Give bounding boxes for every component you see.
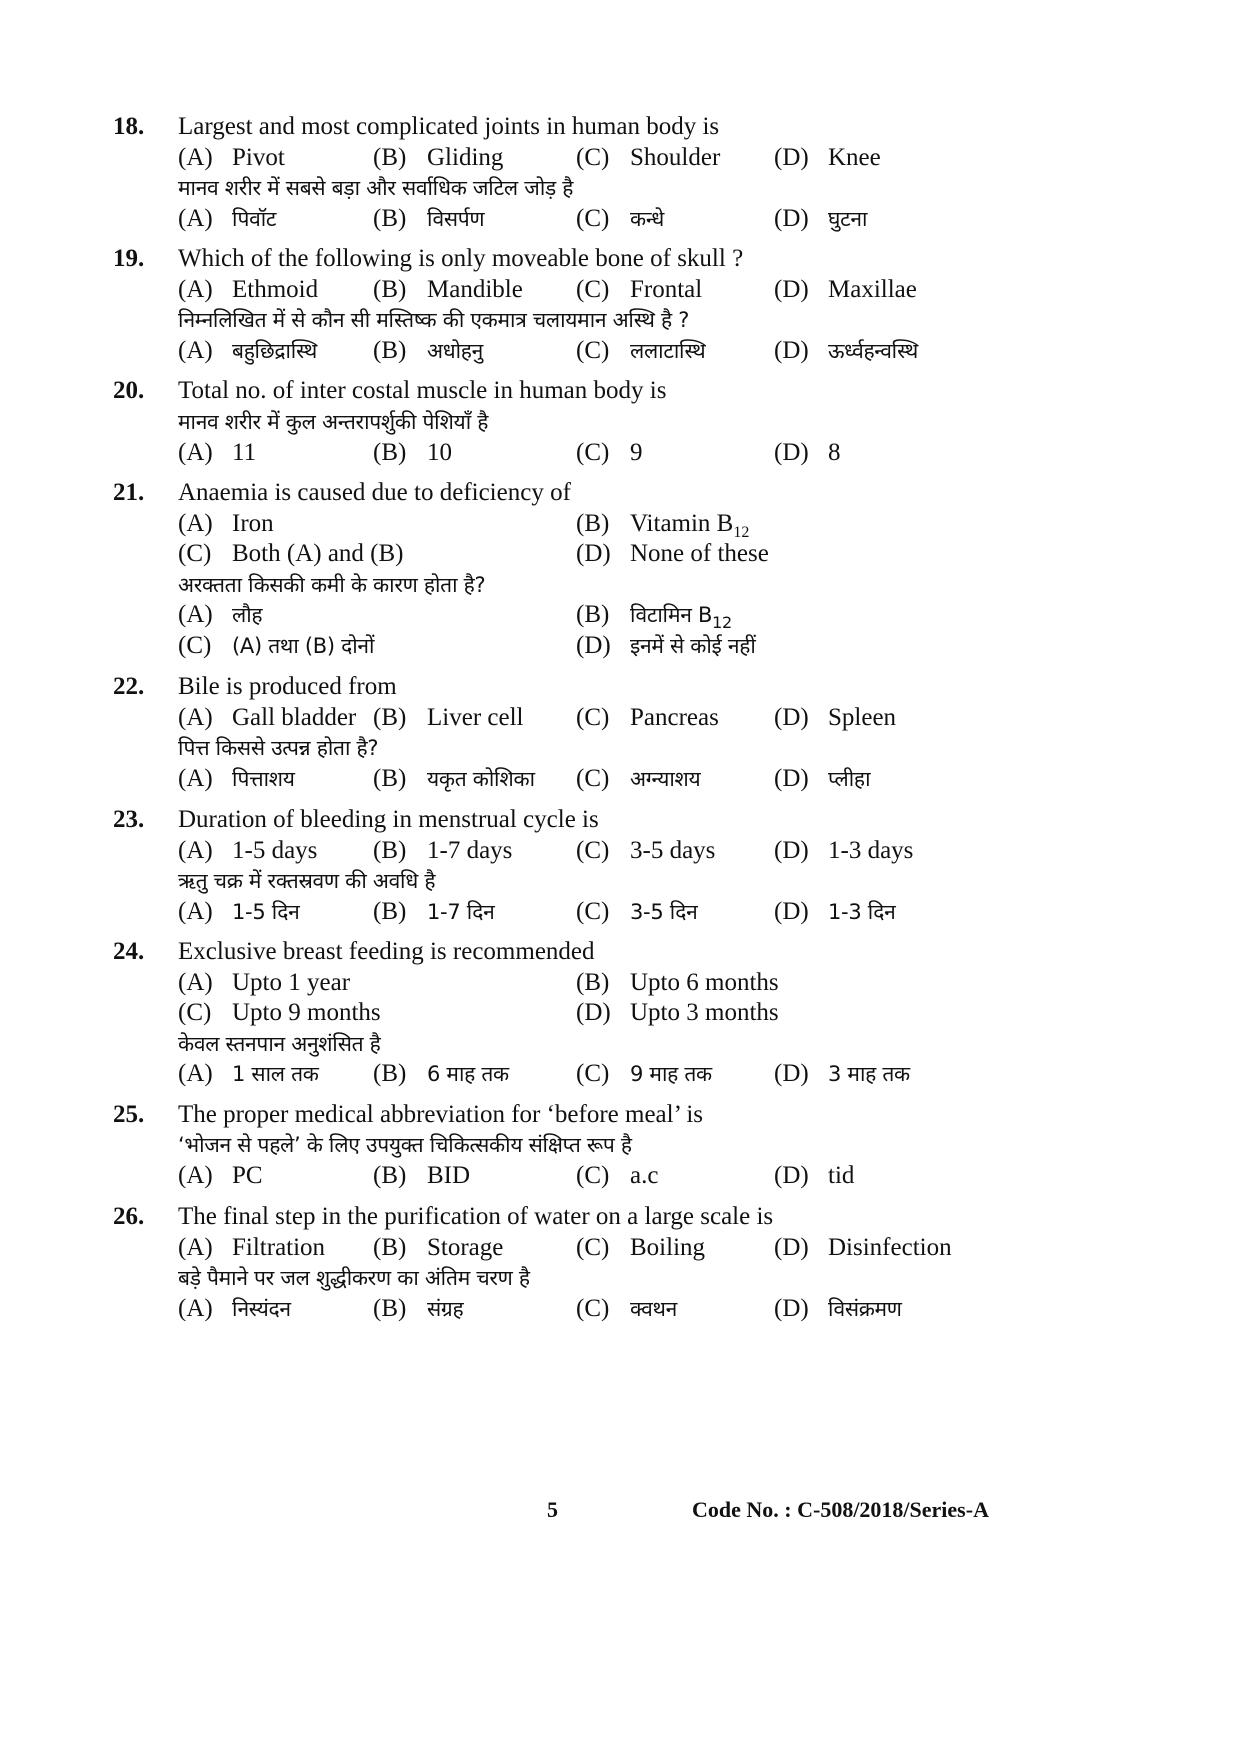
question-text-hi: निम्नलिखित में से कौन सी मस्तिष्क की एकमात्र चलायमान अस्थि है ? [178,308,690,332]
subscript: 12 [712,613,732,632]
question-number: 26. [113,1203,145,1230]
question-text-hi: मानव शरीर में कुल अन्तरापर्शुकी पेशियाँ है [178,410,489,434]
question-number: 25. [113,1101,145,1128]
question-text-en: Exclusive breast feeding is recommended [178,938,595,965]
question-number: 18. [113,113,145,140]
question-text-en: The final step in the purification of water on a large scale is [178,1203,774,1230]
question-text-hi: केवल स्तनपान अनुशंसित है [178,1032,381,1056]
code-number: Code No. : C-508/2018/Series-A [692,1497,989,1522]
question-text-hi: पित्त किससे उत्पन्न होता है? [178,736,379,760]
question-text-en: Largest and most complicated joints in human body is [178,113,720,140]
question-number: 22. [113,673,145,700]
question-number: 24. [113,938,145,965]
question-text-en: Bile is produced from [178,673,397,700]
question-text-en: The proper medical abbreviation for ‘before meal’ is [178,1101,703,1128]
question-number: 23. [113,806,145,833]
question-text-hi: बड़े पैमाने पर जल शुद्धीकरण का अंतिम चरण है [178,1266,530,1290]
question-text-hi: ऋतु चक्र में रक्तस्रवण की अवधि है [178,869,436,893]
question-text-en: Anaemia is caused due to deficiency of [178,479,571,506]
question-number: 19. [113,245,145,272]
question-text-en: Duration of bleeding in menstrual cycle is [178,806,599,833]
exam-page: 18. Largest and most complicated joints in human body is (A) Pivot (B) Gliding (C) Shoulder (D) Knee मानव शरीर में सबसे बड़ा और सर्वाधिक जटिल जोड़ है (A) पिवॉट (B) विसर्पण (C) कन्धे (D) घुटना 19. Which of the following is only moveable bone of skull ? (A) Ethmoid (B) Mandible (C) Frontal (D) Maxillae निम्नलिखित में से कौन सी मस्तिष्क की एकमात्र चलायमान अस्थि है ? (A) बहुछिद्रास्थि (B) अधोहनु (C) ललाटास्थि (D) ऊर्ध्वहन्वस्थि 20. Total no. of inter costal muscle in human body is मानव शरीर में कुल अन्तरापर्शुकी पेशियाँ है (A) 11 (B) 10 (C) 9 (D) 8 21. Anaemia is caused due to deficiency of (A) Iron (B) Vitamin $B_{12}$ (C) Both (A) and (B) (D) None of these अरक्तता किसकी कमी के कारण होता है? (A) लौह (B) विटामिन $B_{12}$ (C) (A) तथा (B) दोनों (D) इनमें से कोई नहीं 22. Bile is produced from (A) Gall bladder (B) Liver cell (C) Pancreas (D) Spleen पित्त किससे उत्पन्न होता है? (A) पित्ताशय (B) यकृत कोशिका (C) अग्न्याशय (D) प्लीहा 23. Duration of bleeding in menstrual cycle is (A) 1-5 days (B) 1-7 days (C) 3-5 days (D) 1-3 days ऋतु चक्र में रक्तस्रवण की अवधि है (A) 1-5 दिन (B) 1-7 दिन (C) 3-5 दिन (D) 1-3 दिन 24. Exclusive breast feeding is recommended (A) Upto 1 year (B) Upto 6 months (C) Upto 9 months (D) Upto 3 months केवल स्तनपान अनुशंसित है (A) 1 साल तक (B) 6 माह तक (C) 9 माह तक (D) 3 माह तक 25. The proper medical abbreviation for ‘before meal’ is ‘भोजन से पहले’ के लिए उपयुक्त चिकित्सकीय संक्षिप्त रूप है (A) PC (B) BID (C) a.c (D) tid 26. The final step in the purification of water on a large scale is (A) Filtration (B) Storage (C) Boiling (D) Disinfection बड़े पैमाने पर जल शुद्धीकरण का अंतिम चरण है (A) निस्यंदन (B) संग्रह (C) क्वथन (D) विसंक्रमण 5 Code No. : C-508/2018/Series-A [113,113,989,1522]
question-text-en: Total no. of inter costal muscle in human body is [178,377,667,404]
question-text-hi: अरक्तता किसकी कमी के कारण होता है? [178,573,486,597]
subscript: 12 [733,524,750,541]
page-number: 5 [547,1497,558,1522]
question-number: 21. [113,479,145,506]
question-number: 20. [113,377,145,404]
question-text-en: Which of the following is only moveable bone of skull ? [178,245,744,272]
question-text-hi: मानव शरीर में सबसे बड़ा और सर्वाधिक जटिल जोड़ है [178,176,574,200]
question-text-hi: ‘भोजन से पहले’ के लिए उपयुक्त चिकित्सकीय संक्षिप्त रूप है [178,1133,632,1157]
